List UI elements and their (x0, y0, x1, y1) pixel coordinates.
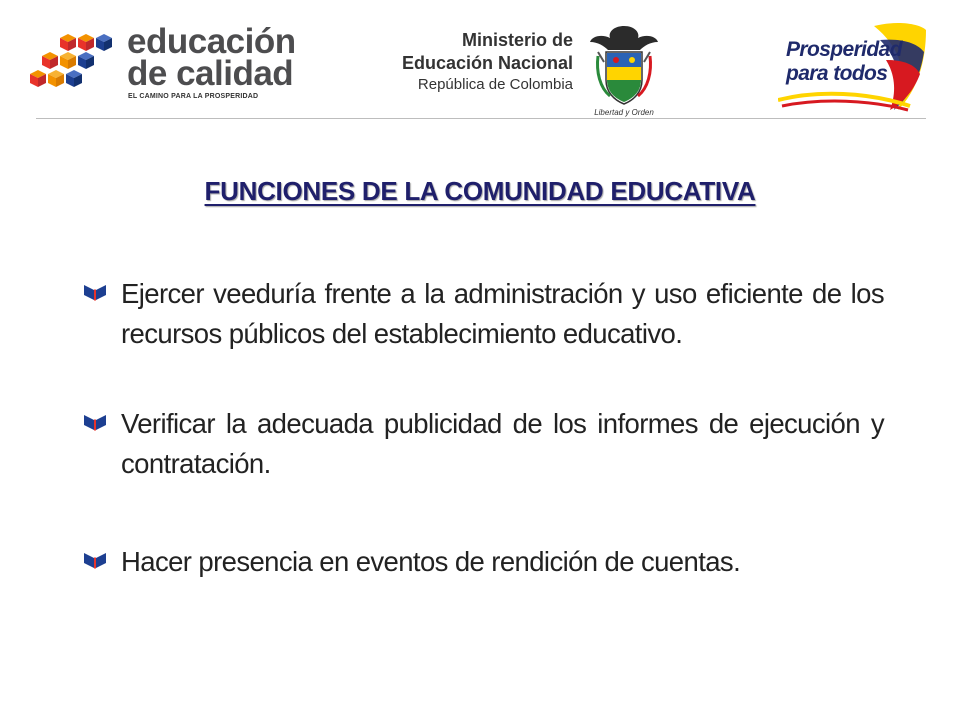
open-book-bullet-icon (84, 551, 106, 569)
bullet-text: Ejercer veeduría frente a la administración y uso eficiente de los recursos públicos del establecimiento educativo. (121, 278, 884, 349)
edu-logo-line2: de calidad (127, 54, 294, 93)
open-book-bullet-icon (84, 283, 106, 301)
ministry-line3: República de Colombia (417, 76, 573, 93)
ministry-line1: Ministerio de (461, 30, 573, 50)
slide-title: FUNCIONES DE LA COMUNIDAD EDUCATIVA (204, 176, 756, 206)
list-item (84, 274, 884, 354)
coat-of-arms-icon (584, 22, 664, 114)
header-divider (36, 118, 926, 119)
bullet-list (84, 274, 884, 582)
ministry-line2: Educación Nacional (401, 53, 573, 73)
ministerio-logo (388, 26, 668, 117)
prosperity-line2: para todos (786, 62, 888, 85)
list-item (84, 542, 884, 582)
open-book-bullet-icon (84, 413, 106, 431)
edu-logo-line1: educación (127, 22, 296, 61)
educacion-de-calidad-logo (30, 22, 300, 100)
bullet-text: Hacer presencia en eventos de rendición de cuentas. (121, 546, 741, 577)
slide-header (0, 0, 960, 120)
ministry-motto: Libertad y Orden (594, 108, 654, 117)
bullet-text: Verificar la adecuada publicidad de los informes de ejecución y contratación. (121, 408, 884, 479)
cubes-icon (30, 32, 122, 98)
prosperidad-logo (778, 20, 928, 112)
prosperity-line1: Prosperidad (786, 38, 902, 61)
list-item (84, 404, 884, 484)
edu-logo-tagline: EL CAMINO PARA LA PROSPERIDAD (128, 93, 259, 100)
